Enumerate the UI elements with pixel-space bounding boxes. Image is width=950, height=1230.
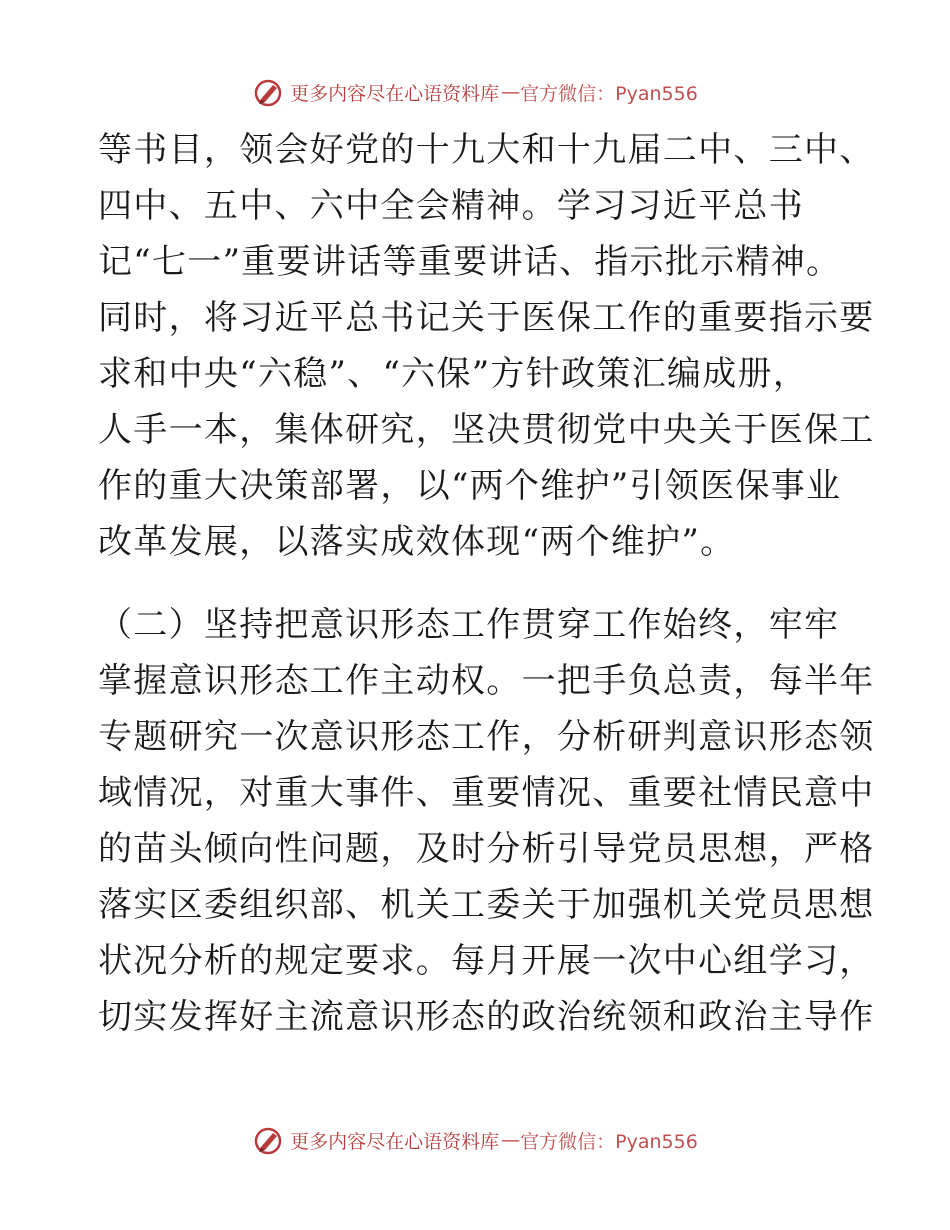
text-line: 作的重大决策部署，以“两个维护”引领医保事业	[98, 466, 842, 506]
text-line: 状况分析的规定要求。每月开展一次中心组学习，	[98, 941, 875, 981]
text-line: 同时，将习近平总书记关于医保工作的重要指示要	[98, 298, 875, 338]
header-watermark-banner	[0, 72, 950, 112]
text-line: 记“七一”重要讲话等重要讲话、指示批示精神。	[98, 242, 842, 282]
text-line: 切实发挥好主流意识形态的政治统领和政治主导作	[98, 997, 875, 1037]
text-line: 域情况，对重大事件、重要情况、重要社情民意中	[98, 773, 875, 813]
banner-text: 更多内容尽在心语资料库	[290, 82, 500, 105]
text-line: 人手一本，集体研究，坚决贯彻党中央关于医保工	[98, 410, 875, 450]
text-line: 的苗头倾向性问题，及时分析引导党员思想，严格	[98, 829, 875, 869]
text-line: 四中、五中、六中全会精神。学习习近平总书	[98, 186, 804, 226]
paragraph-gap	[98, 570, 858, 597]
banner-wechat: 官方微信：Pyan556	[520, 1130, 698, 1153]
text-line: 求和中央“六稳”、“六保”方针政策汇编成册，	[98, 354, 809, 394]
footer-watermark-banner	[0, 1120, 950, 1160]
text-line: 专题研究一次意识形态工作，分析研判意识形态领	[98, 717, 875, 757]
text-line: 等书目，领会好党的十九大和十九届二中、三中、	[98, 130, 875, 170]
text-line: （二）坚持把意识形态工作贯穿工作始终，牢牢	[98, 605, 840, 645]
banner-wechat: 官方微信：Pyan556	[520, 82, 698, 105]
text-line: 掌握意识形态工作主动权。一把手负总责，每半年	[98, 661, 875, 701]
pen-logo-icon	[252, 76, 284, 108]
text-line: 改革发展，以落实成效体现“两个维护”。	[98, 522, 736, 562]
banner-text: 更多内容尽在心语资料库	[290, 1130, 500, 1153]
banner-dash: —	[501, 1129, 519, 1151]
banner-dash: —	[501, 81, 519, 103]
text-line: 落实区委组织部、机关工委关于加强机关党员思想	[98, 885, 875, 925]
document-body	[98, 122, 875, 1045]
pen-logo-icon	[252, 1124, 284, 1156]
